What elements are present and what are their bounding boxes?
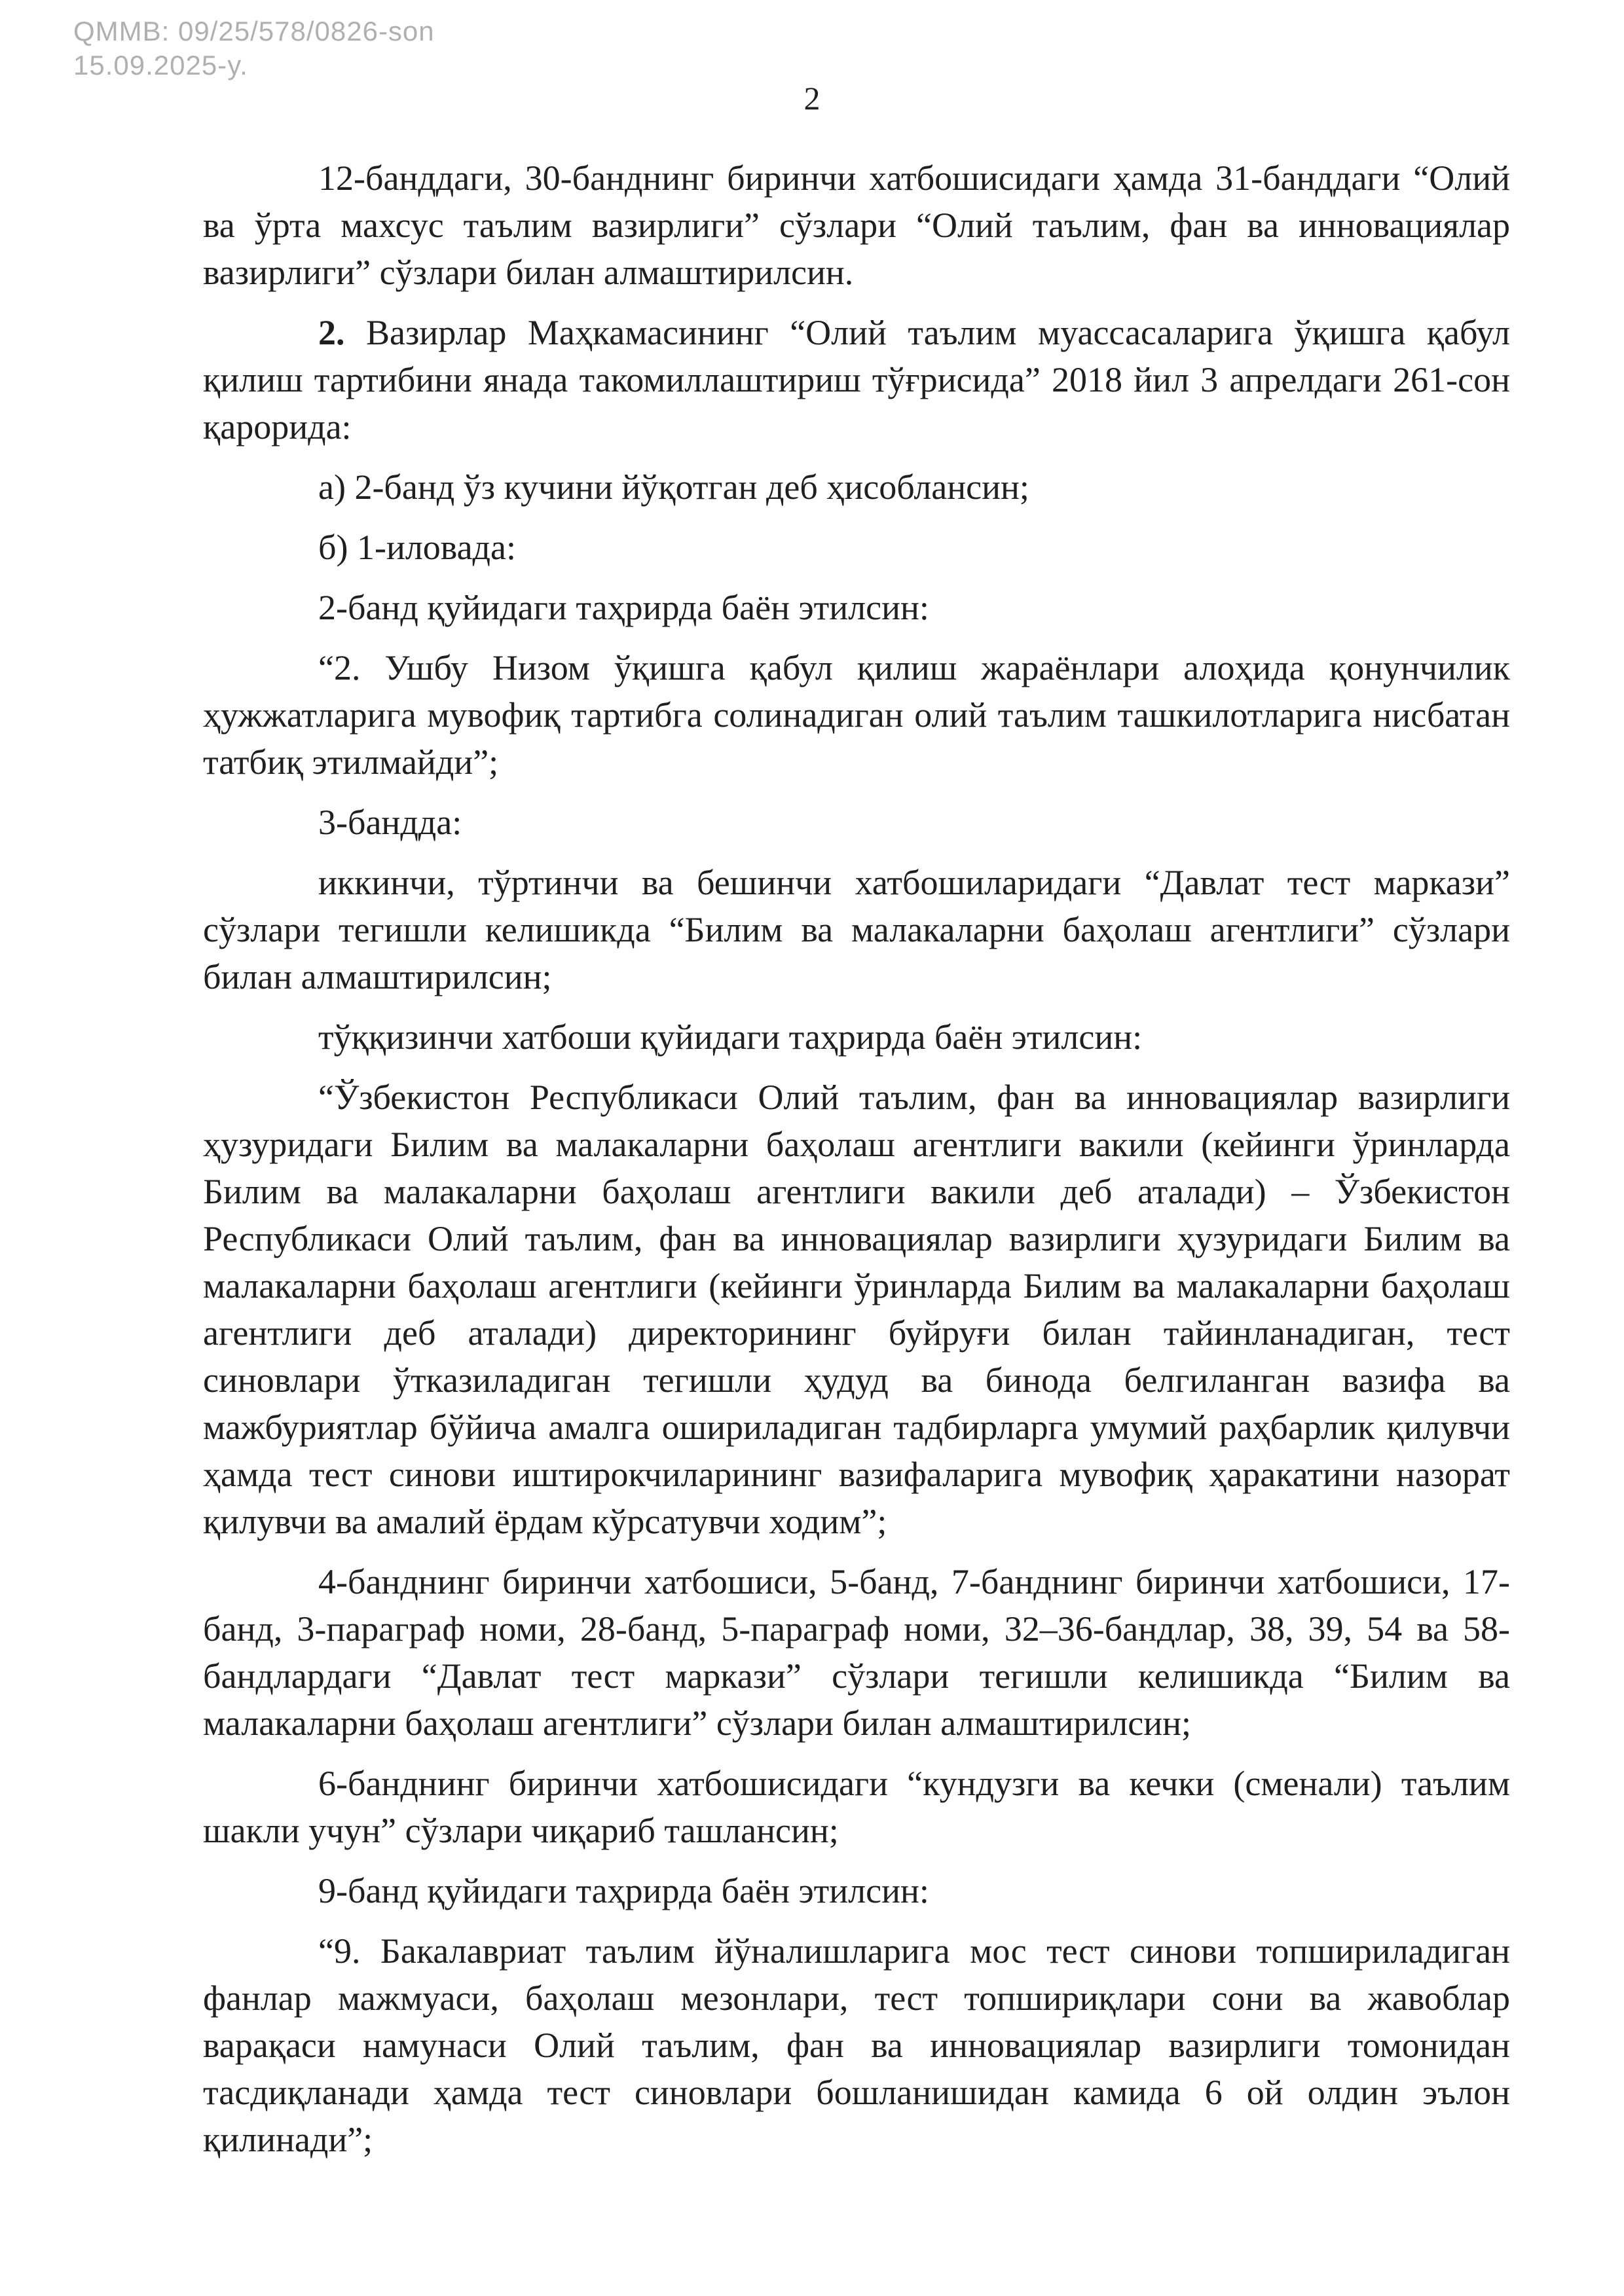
document-body <box>203 155 1510 2176</box>
paragraph: 12-банддаги, 30-банднинг биринчи хатбошисидаги ҳамда 31-банддаги “Олий ва ўрта махсус таълим вазирлиги” сўзлари “Олий таълим, фан ва инновациялар вазирлиги” сўзлари билан алмаштирилсин. <box>203 158 1510 292</box>
paragraph-number: 2. <box>318 313 366 352</box>
paragraph: “2. Ушбу Низом ўқишга қабул қилиш жараёнлари алоҳида қонунчилик ҳужжатларига мувофиқ тартибга солинадиган олий таълим ташкилотларига нисбатан татбиқ этилмайди”; <box>203 648 1510 782</box>
paragraph: 2-банд қуйидаги таҳрирда баён этилсин: <box>318 588 929 627</box>
paragraph: 4-банднинг биринчи хатбошиси, 5-банд, 7-банднинг биринчи хатбошиси, 17-банд, 3-параграф номи, 28-банд, 5-параграф номи, 32–36-бандлар, 38, 39, 54 ва 58-бандлардаги “Давлат тест маркази” сўзлари тегишли келишикда “Билим ва малакаларни баҳолаш агентлиги” сўзлари билан алмаштирилсин; <box>203 1562 1510 1743</box>
paragraph: иккинчи, тўртинчи ва бешинчи хатбошиларидаги “Давлат тест маркази” сўзлари тегишли келишикда “Билим ва малакаларни баҳолаш агентлиги” сўзлари билан алмаштирилсин; <box>203 863 1510 996</box>
stamp-number: QMMB: 09/25/578/0826-son <box>73 16 435 46</box>
registration-stamp <box>73 14 435 82</box>
paragraph: 6-банднинг биринчи хатбошисидаги “кундузги ва кечки (сменали) таълим шакли учун” сўзлари чиқариб ташлансин; <box>203 1764 1510 1850</box>
stamp-date: 15.09.2025-y. <box>73 50 248 81</box>
paragraph: тўққизинчи хатбоши қуйидаги таҳрирда баён этилсин: <box>318 1017 1143 1057</box>
paragraph: “9. Бакалавриат таълим йўналишларига мос тест синови топшириладиган фанлар мажмуаси, баҳолаш мезонлари, тест топшириқлари сони ва жавоблар варақаси намунаси Олий таълим, фан ва инновациялар вазирлиги томонидан тасдиқланади ҳамда тест синовлари бошланишидан камида 6 ой олдин эълон қилинади”; <box>203 1931 1510 2159</box>
paragraph: 3-бандда: <box>318 803 462 842</box>
page-number: 2 <box>803 80 821 117</box>
paragraph: 9-банд қуйидаги таҳрирда баён этилсин: <box>318 1871 929 1910</box>
paragraph <box>203 309 1510 450</box>
paragraph: б) 1-иловада: <box>318 528 516 567</box>
paragraph: а) 2-банд ўз кучини йўқотган деб ҳисоблансин; <box>318 467 1029 507</box>
paragraph: “Ўзбекистон Республикаси Олий таълим, фан ва инновациялар вазирлиги ҳузуридаги Билим ва малакаларни баҳолаш агентлиги вакили (кейинги ўринларда Билим ва малакаларни баҳолаш агентлиги вакили деб аталади) – Ўзбекистон Республикаси Олий таълим, фан ва инновациялар вазирлиги ҳузуридаги Билим ва малакаларни баҳолаш агентлиги (кейинги ўринларда Билим ва малакаларни баҳолаш агентлиги деб аталади) директорининг буйруғи билан тайинланадиган, тест синовлари ўтказиладиган тегишли ҳудуд ва бинода белгиланган вазифа ва мажбуриятлар бўйича амалга ошириладиган тадбирларга умумий раҳбарлик қилувчи ҳамда тест синови иштирокчиларининг вазифаларига мувофиқ ҳаракатини назорат қилувчи ва амалий ёрдам кўрсатувчи ходим”; <box>203 1078 1510 1541</box>
paragraph-text: Вазирлар Маҳкамасининг “Олий таълим муассасаларига ўқишга қабул қилиш тартибини янада такомиллаштириш тўғрисида” 2018 йил 3 апрелдаги 261-сон қарорида: <box>203 313 1510 446</box>
